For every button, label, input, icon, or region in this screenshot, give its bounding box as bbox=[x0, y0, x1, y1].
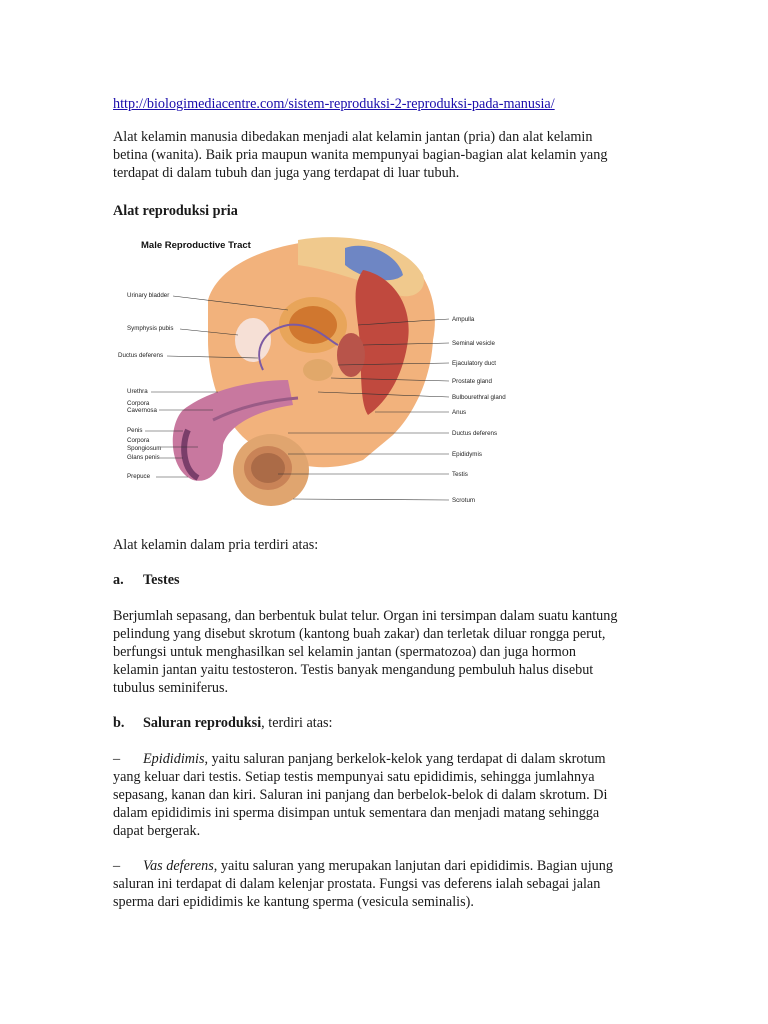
label-penis: Penis bbox=[127, 427, 143, 434]
intro-line-1: Alat kelamin manusia dibedakan menjadi alat kelamin jantan (pria) dan alat kelamin bbox=[113, 129, 593, 145]
prostate-gland bbox=[303, 359, 333, 381]
item-b-title: Saluran reproduksi bbox=[143, 715, 262, 731]
anatomy-illustration bbox=[113, 230, 508, 520]
epididimis-first-rest: , yaitu saluran panjang berkelok-kelok yang terdapat di dalam skrotum bbox=[204, 751, 606, 767]
item-b-heading bbox=[113, 714, 332, 732]
label-prostate-gland: Prostate gland bbox=[452, 378, 492, 385]
label-ejaculatory-duct: Ejaculatory duct bbox=[452, 360, 497, 367]
testes-line-1: Berjumlah sepasang, dan berbentuk bulat telur. Organ ini tersimpan dalam suatu kantung bbox=[113, 608, 618, 624]
item-a-heading bbox=[113, 571, 180, 589]
section-heading: Alat reproduksi pria bbox=[113, 203, 238, 219]
label-seminal-vesicle: Seminal vesicle bbox=[452, 340, 495, 347]
source-link[interactable]: http://biologimediacentre.com/sistem-reproduksi-2-reproduksi-pada-manusia/ bbox=[113, 96, 555, 112]
label-ampulla: Ampulla bbox=[452, 316, 475, 323]
seminal-vesicle bbox=[337, 333, 365, 377]
vas-deferens-line-3: sperma dari epididimis ke kantung sperma (vesicula seminalis). bbox=[113, 894, 474, 910]
item-a-title: Testes bbox=[143, 572, 180, 588]
vas-deferens-line-2: saluran ini terdapat di dalam kelenjar prostata. Fungsi vas deferens ialah sebagai jalan bbox=[113, 876, 601, 892]
label-urethra: Urethra bbox=[127, 388, 148, 395]
vas-deferens-term: Vas deferens bbox=[143, 858, 214, 874]
symphysis-pubis bbox=[235, 318, 271, 362]
label-testis: Testis bbox=[452, 471, 468, 478]
epididimis-line-1 bbox=[113, 750, 606, 768]
testes-line-5: tubulus seminiferus. bbox=[113, 680, 229, 696]
epididimis-line-2: yang keluar dari testis. Setiap testis mempunyai satu epididimis, sehingga jumlahnya bbox=[113, 769, 595, 785]
label-epididymis: Epididymis bbox=[452, 451, 482, 458]
label-urinary-bladder: Urinary bladder bbox=[127, 292, 170, 299]
label-anus: Anus bbox=[452, 409, 467, 416]
vas-deferens-line-1 bbox=[113, 857, 613, 875]
testes-line-2: pelindung yang disebut skrotum (kantong buah zakar) dan terletak diluar rongga perut, bbox=[113, 626, 606, 642]
label-cavernosa: Cavernosa bbox=[127, 407, 157, 414]
epididimis-line-3: sepasang, kanan dan kiri. Saluran ini panjang dan berbelok-belok di dalam skrotum. Di bbox=[113, 787, 608, 803]
vas-deferens-dash: – bbox=[113, 858, 121, 874]
label-corpora-1: Corpora bbox=[127, 400, 150, 407]
intro-line-2: betina (wanita). Baik pria maupun wanita mempunyai bagian-bagian alat kelamin yang bbox=[113, 147, 608, 163]
label-bulbourethral-gland: Bulbourethral gland bbox=[452, 394, 506, 401]
testis-inner bbox=[251, 453, 285, 483]
label-glans-penis: Glans penis bbox=[127, 454, 160, 461]
list-intro: Alat kelamin dalam pria terdiri atas: bbox=[113, 537, 319, 553]
item-b-suffix: , terdiri atas: bbox=[261, 715, 333, 731]
label-ductus-deferens-right: Ductus deferens bbox=[452, 430, 498, 437]
male-reproductive-tract-figure bbox=[113, 230, 508, 520]
label-scrotum: Scrotum bbox=[452, 497, 476, 504]
vas-deferens-first-rest: , yaitu saluran yang merupakan lanjutan dari epididimis. Bagian ujung bbox=[213, 858, 613, 874]
item-a-marker: a. bbox=[113, 572, 124, 588]
label-symphysis-pubis: Symphysis pubis bbox=[127, 325, 174, 332]
label-spongiosum: Spongiosum bbox=[127, 445, 162, 452]
item-b-marker: b. bbox=[113, 715, 125, 731]
label-ductus-deferens-left: Ductus deferens bbox=[118, 352, 164, 359]
epididimis-dash: – bbox=[113, 751, 121, 767]
epididimis-line-4: dalam epididimis ini sperma disimpan untuk sementara dan menjadi matang sehingga bbox=[113, 805, 600, 821]
figure-title: Male Reproductive Tract bbox=[141, 240, 251, 251]
label-prepuce: Prepuce bbox=[127, 473, 151, 480]
testes-line-3: berfungsi untuk menghasilkan sel kelamin jantan (spermatozoa) dan juga hormon bbox=[113, 644, 576, 660]
epididimis-term: Epididimis bbox=[143, 751, 205, 767]
testes-line-4: kelamin jantan yaitu testosteron. Testis banyak mengandung pembuluh halus disebut bbox=[113, 662, 594, 678]
epididimis-line-5: dapat bergerak. bbox=[113, 823, 201, 839]
label-corpora-2: Corpora bbox=[127, 437, 150, 444]
intro-line-3: terdapat di dalam tubuh dan juga yang terdapat di luar tubuh. bbox=[113, 165, 460, 181]
